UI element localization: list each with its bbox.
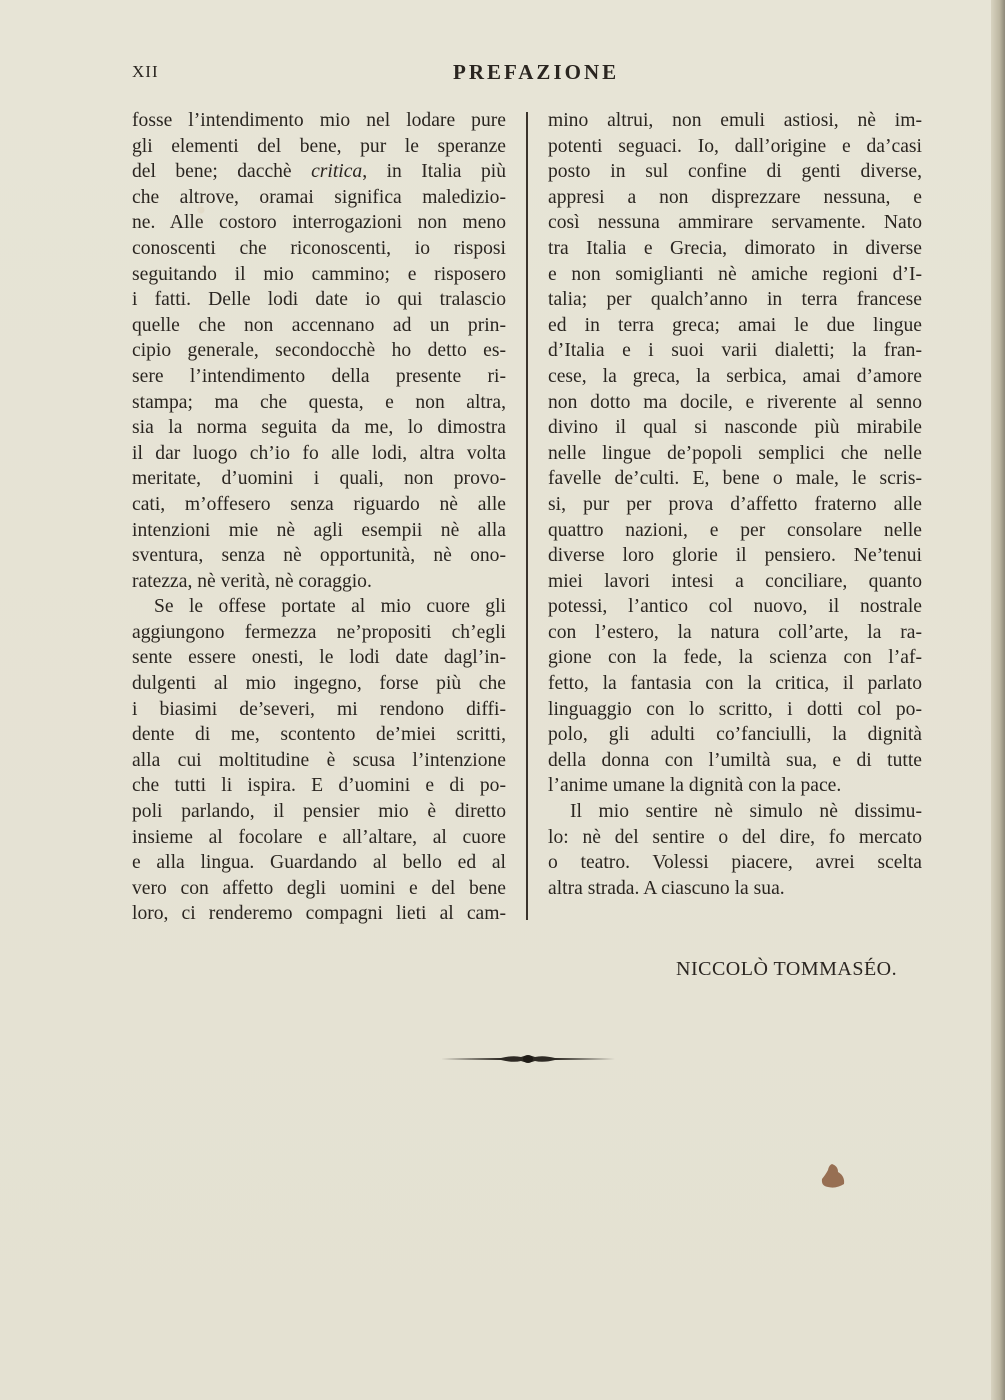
text-line: posto in sul confine di genti diverse, (548, 161, 922, 183)
text-line: loro, ci renderemo compagni lieti al cam- (132, 903, 506, 925)
text-line: vero con affetto degli uomini e del bene (132, 877, 506, 899)
text-line: gli elementi del bene, pur le speranze (132, 135, 506, 157)
text-line: potessi, l’antico col nuovo, il nostrale (548, 596, 922, 618)
text-line: cese, la greca, la serbica, amai d’amore (548, 365, 922, 387)
text-line: talia; per qualch’anno in terra francese (548, 289, 922, 311)
text-line: ed in terra greca; amai le due lingue (548, 314, 922, 336)
text-line: aggiungono fermezza ne’propositi ch’egli (132, 621, 506, 643)
text-line: meritate, d’uomini i quali, non provo- (132, 468, 506, 490)
text-line: diverse loro glorie il pensiero. Ne’tenui (548, 545, 922, 567)
text-line: potenti seguaci. Io, dall’origine e da’casi (548, 135, 922, 157)
text-line: gione con la fede, la scienza con l’af- (548, 647, 922, 669)
text-line: ratezza, nè verità, nè coraggio. (132, 570, 372, 592)
text-line: divino il qual si nasconde più mirabile (548, 417, 922, 439)
italic-word: critica (311, 161, 363, 183)
text-line: della donna con l’umiltà sua, e di tutte (548, 749, 922, 771)
text-line: quelle che non accennano ad un prin- (132, 314, 506, 336)
text-line: insieme al focolare e all’altare, al cuore (132, 826, 506, 848)
text-line: dulgenti al mio ingegno, forse più che (132, 673, 506, 695)
text-line: nelle lingue de’popoli semplici che nelle (548, 442, 922, 464)
text-line: con l’estero, la natura coll’arte, la ra- (548, 621, 922, 643)
text-line: i fatti. Delle lodi date io qui tralascio (132, 289, 506, 311)
text-line: o teatro. Volessi piacere, avrei scelta (548, 852, 922, 874)
text-line: lo: nè del sentire o del dire, fo mercato (548, 826, 922, 848)
text-line: alla cui moltitudine è scusa l’intenzione (132, 749, 506, 771)
tailpiece-ornament-icon (441, 1053, 615, 1065)
page-edge (991, 0, 1005, 1400)
left-column (132, 108, 506, 927)
text-line: seguitando il mio cammino; e risposero (132, 263, 506, 285)
text-line: fosse l’intendimento mio nel lodare pure (132, 110, 506, 131)
running-head: PREFAZIONE (453, 60, 620, 84)
text-line: poli parlando, il pensier mio è diretto (132, 801, 506, 823)
column-divider (526, 112, 528, 920)
text-line: favelle de’culti. E, bene o male, le scris- (548, 468, 922, 490)
text-line: l’anime umane la dignità con la pace. (548, 775, 842, 797)
text-line: stampa; ma che questa, e non altra, (132, 391, 506, 413)
text-line: sente essere onesti, le lodi date dagl’in- (132, 647, 506, 669)
text-line: i biasimi de’severi, mi rendono diffi- (132, 698, 506, 720)
page-number: XII (132, 62, 159, 81)
text-line: sere l’intendimento della presente ri- (132, 365, 506, 387)
text-line: d’Italia e i suoi varii dialetti; la fran- (548, 340, 922, 362)
text-line: quattro nazioni, e per consolare nelle (548, 519, 922, 541)
text-line: sventura, senza nè opportunità, nè ono- (132, 545, 506, 567)
text-line: conoscenti che riconoscenti, io risposi (132, 237, 506, 259)
text-line: tra Italia e Grecia, dimorato in diverse (548, 237, 922, 259)
text-line: sia la norma seguita da me, lo dimostra (132, 417, 506, 439)
text-line: che altrove, oramai significa maledizio- (132, 186, 506, 208)
text-line: polo, gli adulti co’fanciulli, la dignità (548, 724, 922, 746)
text-line: e alla lingua. Guardando al bello ed al (132, 852, 506, 874)
author-signature: NICCOLÒ TOMMASÉO. (676, 958, 898, 980)
text-line: linguaggio con lo scritto, i dotti col po- (548, 698, 922, 720)
text-line-with-italic: del bene; dacchè critica, in Italia più (132, 161, 506, 183)
text-line: cati, m’offesero senza riguardo nè alle (132, 493, 506, 515)
text-line: il dar luogo ch’io fo alle lodi, altra volta (132, 442, 506, 464)
paragraph-start-line: Il mio sentire nè simulo nè dissimu- (570, 801, 922, 823)
text-line: miei lavori intesi a conciliare, quanto (548, 570, 922, 592)
text-line: che tutti li ispira. E d’uomini e di po- (132, 775, 506, 797)
text-line: intenzioni mie nè agli esempii nè alla (132, 519, 506, 541)
text-line: dente di me, scontento de’miei scritti, (132, 724, 506, 746)
right-column (548, 108, 922, 901)
text-line: mino altrui, non emuli astiosi, nè im- (548, 110, 922, 131)
paragraph-start-line: Se le offese portate al mio cuore gli (154, 596, 506, 618)
text-line: e non somiglianti nè amiche regioni d’I- (548, 263, 922, 285)
text-line: così nessuna ammirare servamente. Nato (548, 212, 922, 234)
text-line: ne. Alle costoro interrogazioni non meno (132, 212, 506, 234)
text-line: fetto, la fantasia con la critica, il parlato (548, 673, 922, 695)
ink-stain (818, 1162, 848, 1190)
text-line: cipio generale, secondocchè ho detto es- (132, 340, 506, 362)
text-line: si, pur per prova d’affetto fraterno alle (548, 493, 922, 515)
text-line: non dotto ma docile, e riverente al senno (548, 391, 922, 413)
text-line: altra strada. A ciascuno la sua. (548, 877, 785, 899)
text-line: appresi a non disprezzare nessuna, e (548, 186, 922, 208)
